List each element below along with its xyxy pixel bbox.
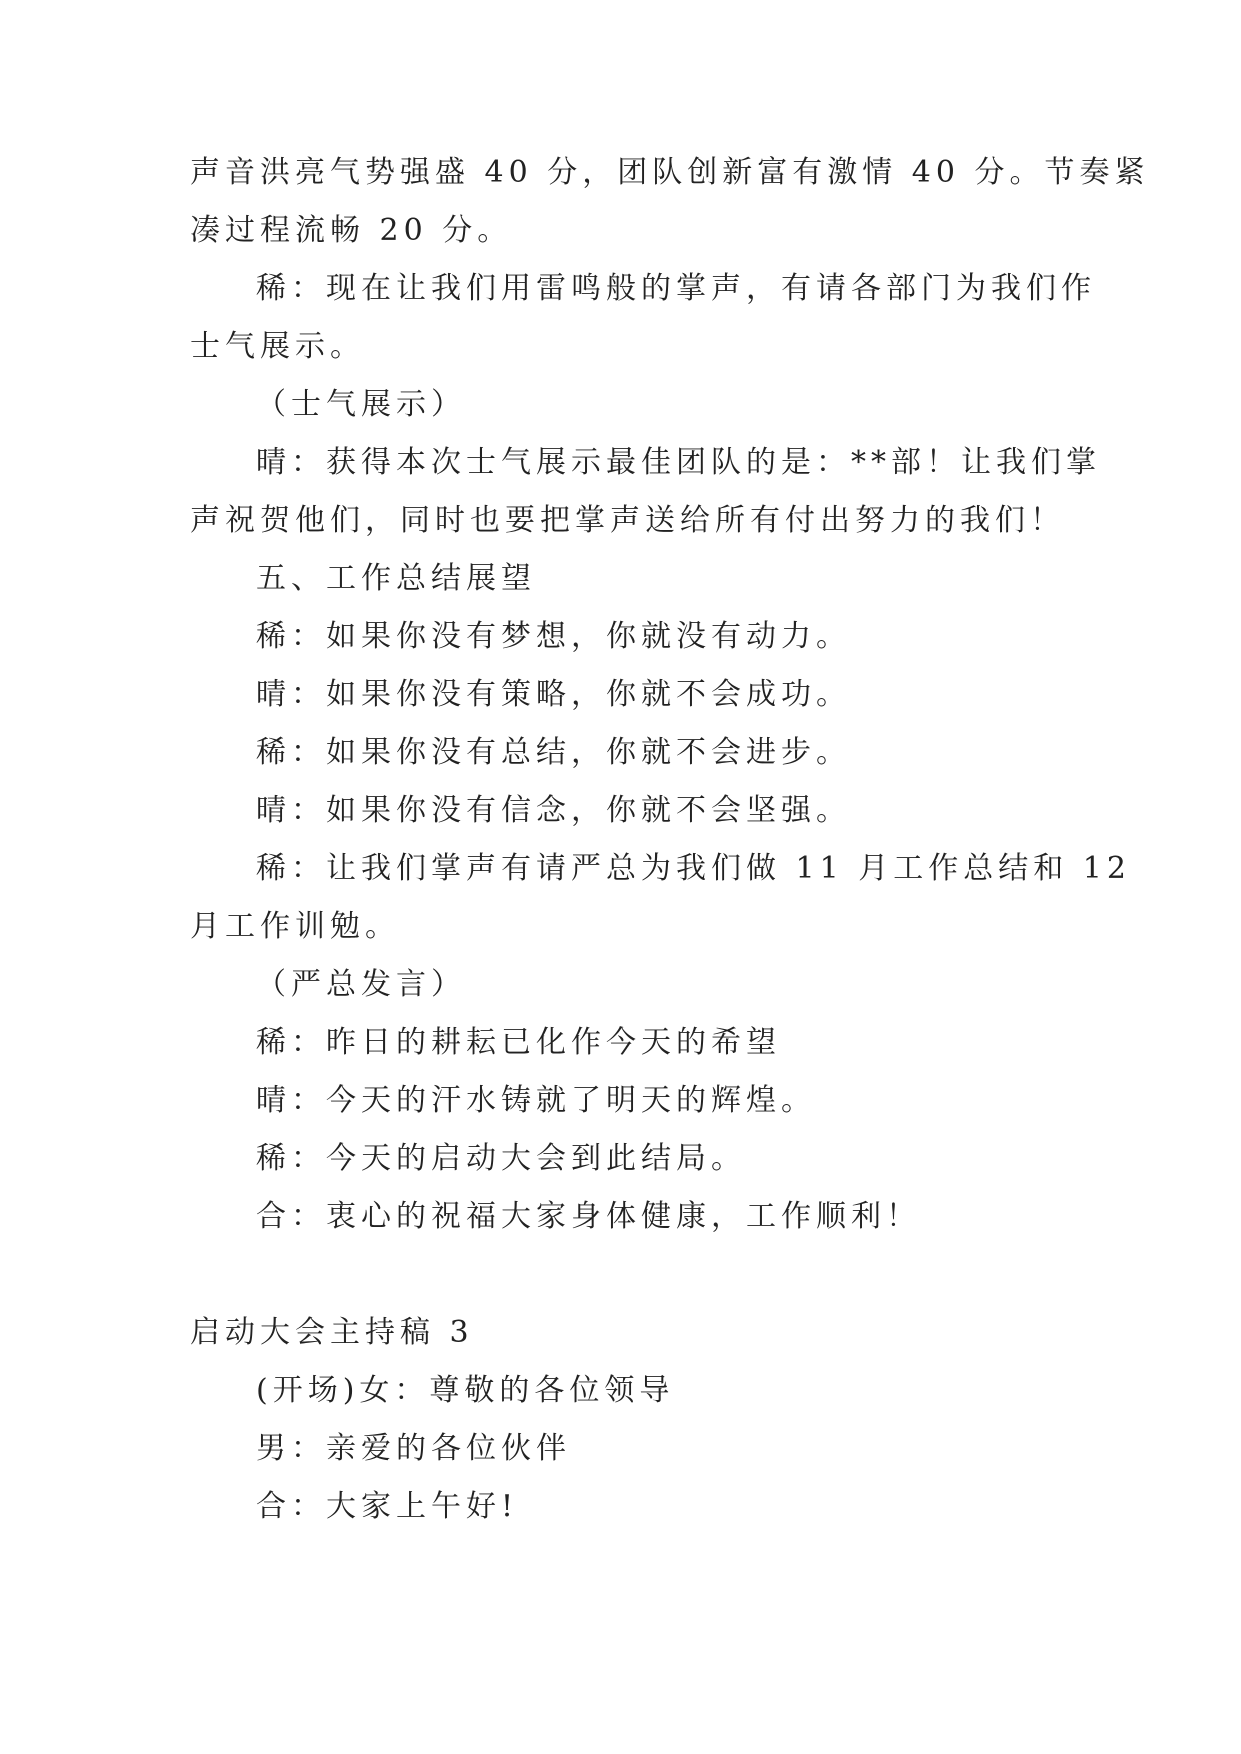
- paragraph-line: 稀：让我们掌声有请严总为我们做 11 月工作总结和 12: [256, 851, 1131, 886]
- paragraph-line: 合：衷心的祝福大家身体健康，工作顺利！: [256, 1199, 921, 1234]
- paragraph-line: (开场)女：尊敬的各位领导: [256, 1373, 675, 1408]
- paragraph-line: 声音洪亮气势强盛 40 分，团队创新富有激情 40 分。节奏紧: [190, 155, 1150, 190]
- paragraph-line: 月工作训勉。: [190, 909, 400, 944]
- paragraph-line: 声祝贺他们，同时也要把掌声送给所有付出努力的我们！: [190, 503, 1065, 538]
- paragraph-line: 稀：今天的启动大会到此结局。: [256, 1141, 746, 1176]
- paragraph-line: 凑过程流畅 20 分。: [190, 213, 513, 248]
- stage-direction: （严总发言）: [256, 967, 466, 1002]
- paragraph-line: 稀：如果你没有总结，你就不会进步。: [256, 735, 851, 770]
- stage-direction: （士气展示）: [256, 387, 466, 422]
- document-title: 启动大会主持稿 3: [190, 1315, 474, 1350]
- section-heading: 五、工作总结展望: [256, 561, 536, 596]
- paragraph-line: 男：亲爱的各位伙伴: [256, 1431, 571, 1466]
- paragraph-line: 晴：今天的汗水铸就了明天的辉煌。: [256, 1083, 816, 1118]
- paragraph-line: 合：大家上午好!: [256, 1489, 519, 1524]
- paragraph-line: 晴：获得本次士气展示最佳团队的是：**部！让我们掌: [256, 445, 1101, 480]
- paragraph-line: 稀：如果你没有梦想，你就没有动力。: [256, 619, 851, 654]
- paragraph-line: 稀：现在让我们用雷鸣般的掌声，有请各部门为我们作: [256, 271, 1096, 306]
- paragraph-line: 晴：如果你没有策略，你就不会成功。: [256, 677, 851, 712]
- paragraph-line: 晴：如果你没有信念，你就不会坚强。: [256, 793, 851, 828]
- paragraph-line: 士气展示。: [190, 329, 365, 364]
- paragraph-line: 稀：昨日的耕耘已化作今天的希望: [256, 1025, 781, 1060]
